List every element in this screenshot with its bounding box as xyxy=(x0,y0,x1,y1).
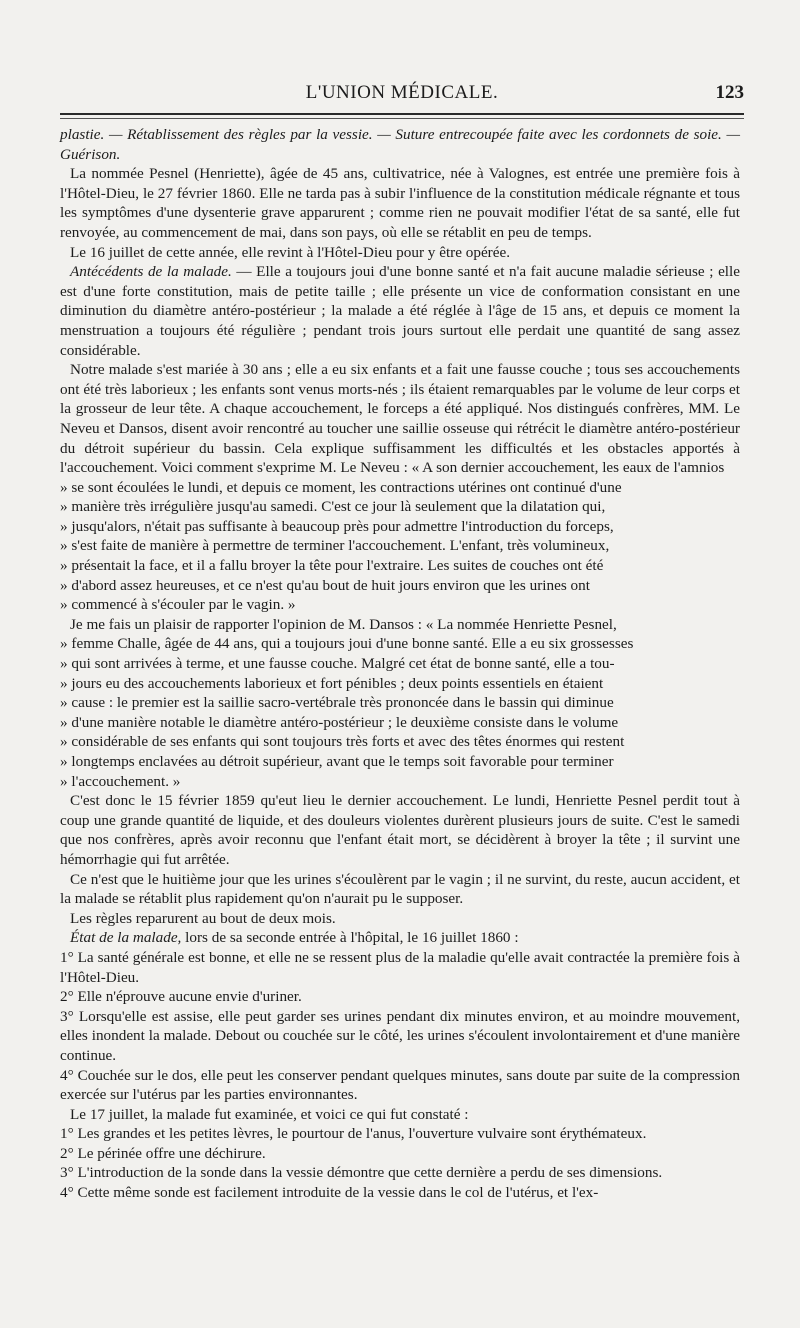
list-item: 4° Cette même sonde est facilement introduite de la vessie dans le col de l'utérus, et l'ex- xyxy=(60,1184,599,1202)
page-number: 123 xyxy=(715,82,744,103)
header-rule xyxy=(60,113,744,115)
quote-line: » femme Challe, âgée de 44 ans, qui a toujours joui d'une bonne santé. Elle a eu six grossesses xyxy=(60,635,634,653)
paragraph: La nommée Pesnel (Henriette), âgée de 45 ans, cultivatrice, née à Valognes, est entrée une première fois à l'Hôtel-Dieu, le 27 février 1860. Elle ne tarda pas à subir l'influence de la constitution médicale régnante et tous les symptômes d'une dysenterie grave apparurent ; comme rien ne pouvait modifier l'état de sa santé, elle fut renvoyée, au commencement de mai, dans son pays, où elle se rétablit en peu de temps. xyxy=(60,165,740,241)
quote-line: » commencé à s'écouler par le vagin. » xyxy=(60,596,296,614)
quote-line: » présentait la face, et il a fallu broyer la tête pour l'extraire. Les suites de couches ont été xyxy=(60,557,604,575)
quote-line: » cause : le premier est la saillie sacro-vertébrale très prononcée dans le bassin qui diminue xyxy=(60,694,614,712)
paragraph: Le 17 juillet, la malade fut examinée, et voici ce qui fut constaté : xyxy=(70,1105,469,1123)
quote-line: » jours eu des accouchements laborieux et fort pénibles ; deux points essentiels en étaient xyxy=(60,674,604,692)
paragraph: Je me fais un plaisir de rapporter l'opinion de M. Dansos : « La nommée Henriette Pesnel, xyxy=(70,615,617,633)
quote-line: » l'accouchement. » xyxy=(60,772,181,790)
quote-line: » d'abord assez heureuses, et ce n'est qu'au bout de huit jours environ que les urines ont xyxy=(60,576,590,594)
section-heading: État de la malade, xyxy=(70,929,182,947)
quote-line: » se sont écoulées le lundi, et depuis ce moment, les contractions utérines ont continué d'une xyxy=(60,478,622,496)
quote-line: » considérable de ses enfants qui sont toujours très forts et avec des têtes énormes qui restent xyxy=(60,733,625,751)
list-item: 1° Les grandes et les petites lèvres, le pourtour de l'anus, l'ouverture vulvaire sont érythémateux. xyxy=(60,1125,647,1143)
quote-line: » longtemps enclavées au détroit supérieur, avant que le temps soit favorable pour terminer xyxy=(60,753,614,770)
header-rule-thin xyxy=(60,118,744,119)
quote-line: » manière très irrégulière jusqu'au samedi. C'est ce jour là seulement que la dilatation qui, xyxy=(60,498,606,516)
paragraph: Ce n'est que le huitième jour que les urines s'écoulèrent par le vagin ; il ne survint, du reste, aucun accident, et la malade se rétablit plus rapidement qu'on n'aurait pu le supposer. xyxy=(60,870,740,908)
quotation-le-neveu xyxy=(60,478,740,615)
paragraph-text: lors de sa seconde entrée à l'hôpital, le 16 juillet 1860 : xyxy=(181,929,519,947)
quote-line: » qui sont arrivées à terme, et une fausse couche. Malgré cet état de bonne santé, elle a tou- xyxy=(60,655,615,673)
paragraph-etat xyxy=(60,928,740,948)
paragraph: C'est donc le 15 février 1859 qu'eut lieu le dernier accouchement. Le lundi, Henriette Pesnel perdit tout à coup une grande quantité de liquide, et des douleurs violentes durèrent plusieurs jours de suite. C'est le samedi que nos confrères, après avoir reconnu que l'enfant était mort, se décidèrent à broyer la tête ; il survint une hémorrhagie qui fut arrêtée. xyxy=(60,792,740,868)
list-item: 2° Le périnée offre une déchirure. xyxy=(60,1144,266,1162)
paragraph: Notre malade s'est mariée à 30 ans ; elle a eu six enfants et a fait une fausse couche ; tous ses accouchements ont été très laborieux ; les enfants sont venus morts-nés ; ils étaient remarquables par le volume de leur corps et la grosseur de leur tête. A chaque accouchement, le forceps a été appliqué. Nos distingués confrères, MM. Le Neveu et Dansos, disent avoir rencontré au toucher une saillie osseuse qui rétrécit le diamètre antéro-postérieur du détroit supérieur du bassin. Cela explique suffisamment les difficultés et les obstacles apportés à l'accouchement. Voici comment s'exprime M. Le Neveu : « A son dernier accouchement, les eaux de l'amnios xyxy=(60,361,740,477)
paragraph: Le 16 juillet de cette année, elle revint à l'Hôtel-Dieu pour y être opérée. xyxy=(70,243,511,261)
quote-line: » d'une manière notable le diamètre antéro-postérieur ; le deuxième consiste dans le volume xyxy=(60,713,619,731)
list-item: 4° Couchée sur le dos, elle peut les conserver pendant quelques minutes, sans doute par suite de la compression exercée sur l'utérus par les parties environnantes. xyxy=(60,1066,740,1104)
paragraph-antecedents xyxy=(60,262,740,360)
section-heading: Antécédents de la malade. xyxy=(70,263,232,281)
list-item: 2° Elle n'éprouve aucune envie d'uriner. xyxy=(60,988,302,1006)
list-item: 1° La santé générale est bonne, et elle ne se ressent plus de la maladie qu'elle avait contractée la première fois à l'Hôtel-Dieu. xyxy=(60,948,740,986)
list-item: 3° L'introduction de la sonde dans la vessie démontre que cette dernière a perdu de ses dimensions. xyxy=(60,1164,663,1182)
list-item: 3° Lorsqu'elle est assise, elle peut garder ses urines pendant dix minutes environ, et au moindre mouvement, elles inondent la malade. Debout ou couchée sur le côté, les urines s'écoulent involontairement et d'une manière continue. xyxy=(60,1007,740,1064)
quote-line: » s'est faite de manière à permettre de terminer l'accouchement. L'enfant, très volumineux, xyxy=(60,537,610,555)
paragraph: Les règles reparurent au bout de deux mois. xyxy=(70,909,336,927)
case-subtitle: plastie. — Rétablissement des règles par la vessie. — Suture entrecoupée faite avec les cordonnets de soie. — Guérison. xyxy=(60,126,740,163)
article-body xyxy=(60,125,740,1203)
page-header xyxy=(60,82,744,112)
quote-line: » jusqu'alors, n'était pas suffisante à beaucoup près pour admettre l'introduction du forceps, xyxy=(60,517,614,535)
running-title: L'UNION MÉDICALE. xyxy=(305,82,499,103)
paragraph-text: — Elle a toujours joui d'une bonne santé et n'a fait aucune maladie sérieuse ; elle est d'une forte constitution, mais de petite taille ; elle présente un vice de conformation consistant en une diminution du diamètre antéro-postérieur ; la malade a été réglée à l'âge de 15 ans, et depuis ce moment la menstruation a toujours été régulière ; pendant trois jours surtout elle perdait une quantité de sang assez considérable. xyxy=(60,263,740,359)
quotation-dansos xyxy=(60,634,740,791)
